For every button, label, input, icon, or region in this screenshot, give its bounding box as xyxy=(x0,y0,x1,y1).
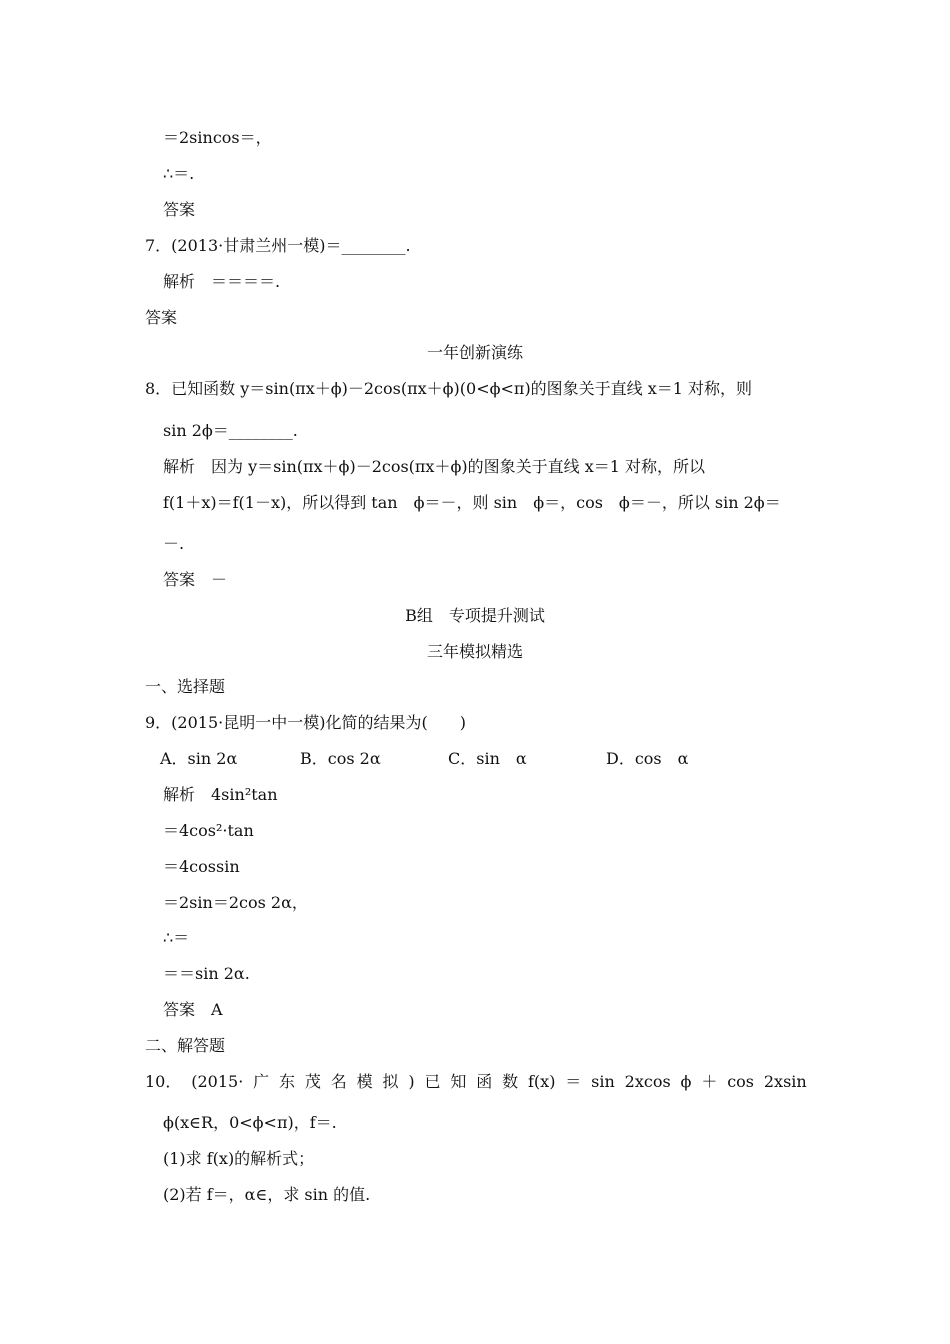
word: ) xyxy=(408,1072,415,1091)
question-7: 7．(2013·甘肃兰州一模)＝________. xyxy=(145,236,411,255)
word: 2xcos xyxy=(624,1072,671,1091)
section-heading: 一年创新演练 xyxy=(426,343,523,362)
question-10 xyxy=(145,1071,807,1093)
section-subheading: 三年模拟精选 xyxy=(426,642,523,661)
option-c: C．sin α xyxy=(448,749,527,768)
section-label: 二、解答题 xyxy=(145,1036,226,1055)
subquestion-1: (1)求 f(x)的解析式； xyxy=(163,1149,315,1168)
text-line: ＝2sincos＝， xyxy=(163,128,272,147)
analysis-line: 解析 因为 y＝sin(πx＋ϕ)－2cos(πx＋ϕ)的图象关于直线 x＝1 对称，所以 xyxy=(163,457,705,476)
word: 函 xyxy=(476,1072,493,1091)
text-line: －. xyxy=(163,534,185,553)
word: cos xyxy=(727,1072,754,1091)
text-line: sin 2ϕ＝________. xyxy=(163,421,298,440)
word: 知 xyxy=(450,1072,467,1091)
question-8: 8．已知函数 y＝sin(πx＋ϕ)－2cos(πx＋ϕ)(0<ϕ<π)的图象关于直线 x＝1 对称，则 xyxy=(145,379,753,398)
section-label: 一、选择题 xyxy=(145,677,226,696)
answer-line: 答案 － xyxy=(163,570,228,589)
word: ϕ xyxy=(680,1072,692,1091)
text-line: ＝4cos²·tan xyxy=(163,821,254,840)
section-heading: B组 专项提升测试 xyxy=(405,606,545,625)
word: 10． xyxy=(145,1072,182,1091)
text-line: ϕ(x∈R，0<ϕ<π)，f＝. xyxy=(163,1113,337,1132)
word: 拟 xyxy=(382,1072,399,1091)
word: ＋ xyxy=(701,1072,718,1091)
word: 东 xyxy=(279,1072,296,1091)
text-line: ＝2sin＝2cos 2α， xyxy=(163,893,308,912)
option-a: A．sin 2α xyxy=(160,749,238,768)
word: f(x) xyxy=(528,1072,556,1091)
option-d: D．cos α xyxy=(606,749,689,768)
word: 数 xyxy=(502,1072,519,1091)
word: 广 xyxy=(253,1072,270,1091)
option-b: B．cos 2α xyxy=(300,749,381,768)
text-line: ∴＝ xyxy=(163,928,190,947)
word: 2xsin xyxy=(763,1072,807,1091)
text-line: ∴＝. xyxy=(163,164,195,183)
question-9: 9．(2015·昆明一中一模)化简的结果为( ) xyxy=(145,713,466,732)
word: 茂 xyxy=(304,1072,321,1091)
word: sin xyxy=(591,1072,615,1091)
word: 模 xyxy=(356,1072,373,1091)
word: (2015· xyxy=(191,1072,244,1091)
analysis-line: 解析 ＝＝＝＝. xyxy=(163,272,281,291)
word: ＝ xyxy=(565,1072,582,1091)
text-line: ＝＝sin 2α. xyxy=(163,964,250,983)
subquestion-2: (2)若 f＝，α∈，求 sin 的值. xyxy=(163,1185,371,1204)
text-line: f(1＋x)＝f(1－x)，所以得到 tan ϕ＝－，则 sin ϕ＝，cos ϕ＝－，所以 sin 2ϕ＝ xyxy=(163,493,781,512)
answer-line: 答案 A xyxy=(163,1000,223,1019)
answer-label: 答案 xyxy=(163,200,196,219)
answer-label: 答案 xyxy=(145,308,178,327)
word: 名 xyxy=(330,1072,347,1091)
word: 已 xyxy=(424,1072,441,1091)
text-line: ＝4cossin xyxy=(163,857,240,876)
analysis-line: 解析 4sin²tan xyxy=(163,785,278,804)
